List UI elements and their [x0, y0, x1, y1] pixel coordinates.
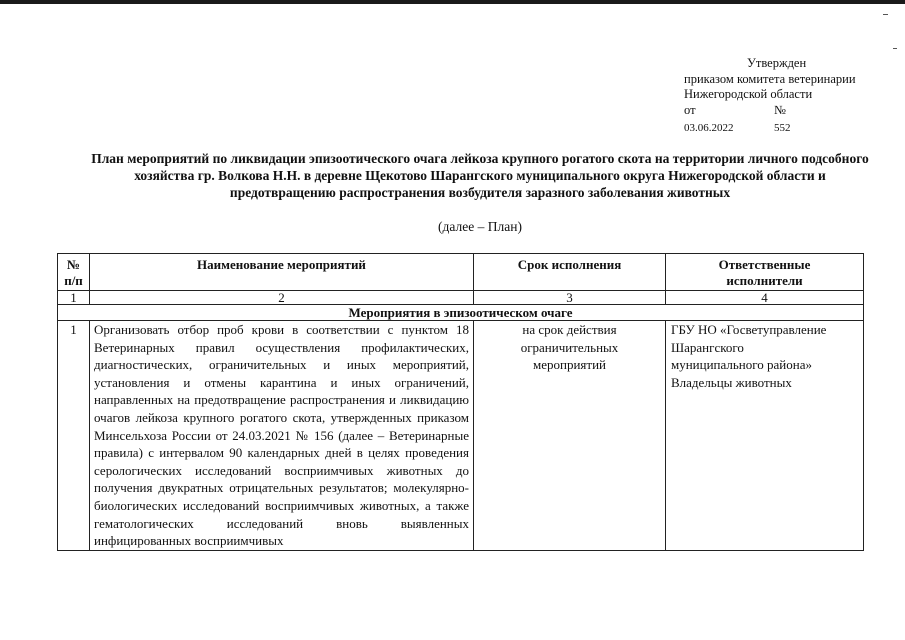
- row-term-line: мероприятий: [533, 357, 606, 373]
- document-subtitle: (далее – План): [438, 219, 522, 234]
- row-term-line: ограничительных: [520, 339, 619, 355]
- header-resp-line: исполнители: [726, 273, 803, 288]
- top-border-line: [0, 0, 905, 4]
- row-resp-line: Шарангского: [671, 339, 744, 355]
- scan-mark: [883, 14, 888, 15]
- row-description: Организовать отбор проб крови в соответствии с пунктом 18 Ветеринарных правил осуществления профилактических, диагностических, ограничительных и иных мероприятий, установления и отмены карантина и иных ограничений, направленных на предотвращение распространения и ликвидацию очагов лейкоза крупного рогатого скота, утвержденных приказом Минсельхоза России от 24.03.2021 № 156 (далее – Ветеринарные правила) с интервалом 90 календарных дней в целях проведения серологических исследований восприимчивых животных до получения двукратных отрицательных результатов; молекулярно-биологических исследований восприимчивых животных, а также гематологических исследований вновь выявленных инфицированных восприимчивых: [90, 321, 474, 551]
- approval-number-label: №: [774, 102, 786, 117]
- header-name: Наименование мероприятий: [90, 254, 474, 291]
- header-num-line: №: [66, 257, 81, 272]
- header-num-line: п/п: [64, 273, 83, 288]
- approval-from-row: [684, 103, 899, 119]
- header-term: Срок исполнения: [474, 254, 666, 291]
- approval-line: приказом комитета ветеринарии: [684, 71, 856, 86]
- table-header-row: [58, 254, 864, 291]
- row-term: [474, 321, 666, 551]
- approval-line: Нижегородской области: [684, 87, 813, 101]
- section-row: [58, 305, 864, 321]
- approval-from-label: от: [684, 102, 696, 117]
- approval-line: Утвержден: [747, 56, 807, 70]
- scan-mark: [893, 48, 897, 49]
- header-num: [58, 254, 90, 291]
- column-number: 1: [58, 291, 90, 305]
- row-resp-line: муниципального района»: [671, 357, 812, 373]
- document-title: План мероприятий по ликвидации эпизоотического очага лейкоза крупного рогатого скота на территории личного подсобного хозяйства гр. Волкова Н.Н. в деревне Щекотово Шарангского муниципального округа Нижегородской области и предотвращению распространения возбудителя заразного заболевания животных: [91, 151, 869, 200]
- table-row: [58, 321, 864, 551]
- approval-date-row: [684, 121, 899, 137]
- approval-stamp-block: [684, 56, 899, 137]
- plan-table: [57, 253, 864, 551]
- column-number-row: [58, 291, 864, 305]
- column-number: 2: [90, 291, 474, 305]
- row-resp-line: ГБУ НО «Госветуправление: [671, 322, 827, 337]
- row-term-line: на срок действия: [522, 322, 617, 337]
- row-number: 1: [58, 321, 90, 551]
- column-number: 4: [666, 291, 864, 305]
- approval-date: 03.06.2022: [684, 122, 734, 134]
- header-resp: [666, 254, 864, 291]
- header-resp-line: Ответственные: [718, 257, 811, 272]
- row-resp-line: Владельцы животных: [671, 374, 792, 390]
- approval-number: 552: [774, 122, 791, 134]
- row-responsible: [666, 321, 864, 551]
- section-title: Мероприятия в эпизоотическом очаге: [58, 305, 864, 321]
- column-number: 3: [474, 291, 666, 305]
